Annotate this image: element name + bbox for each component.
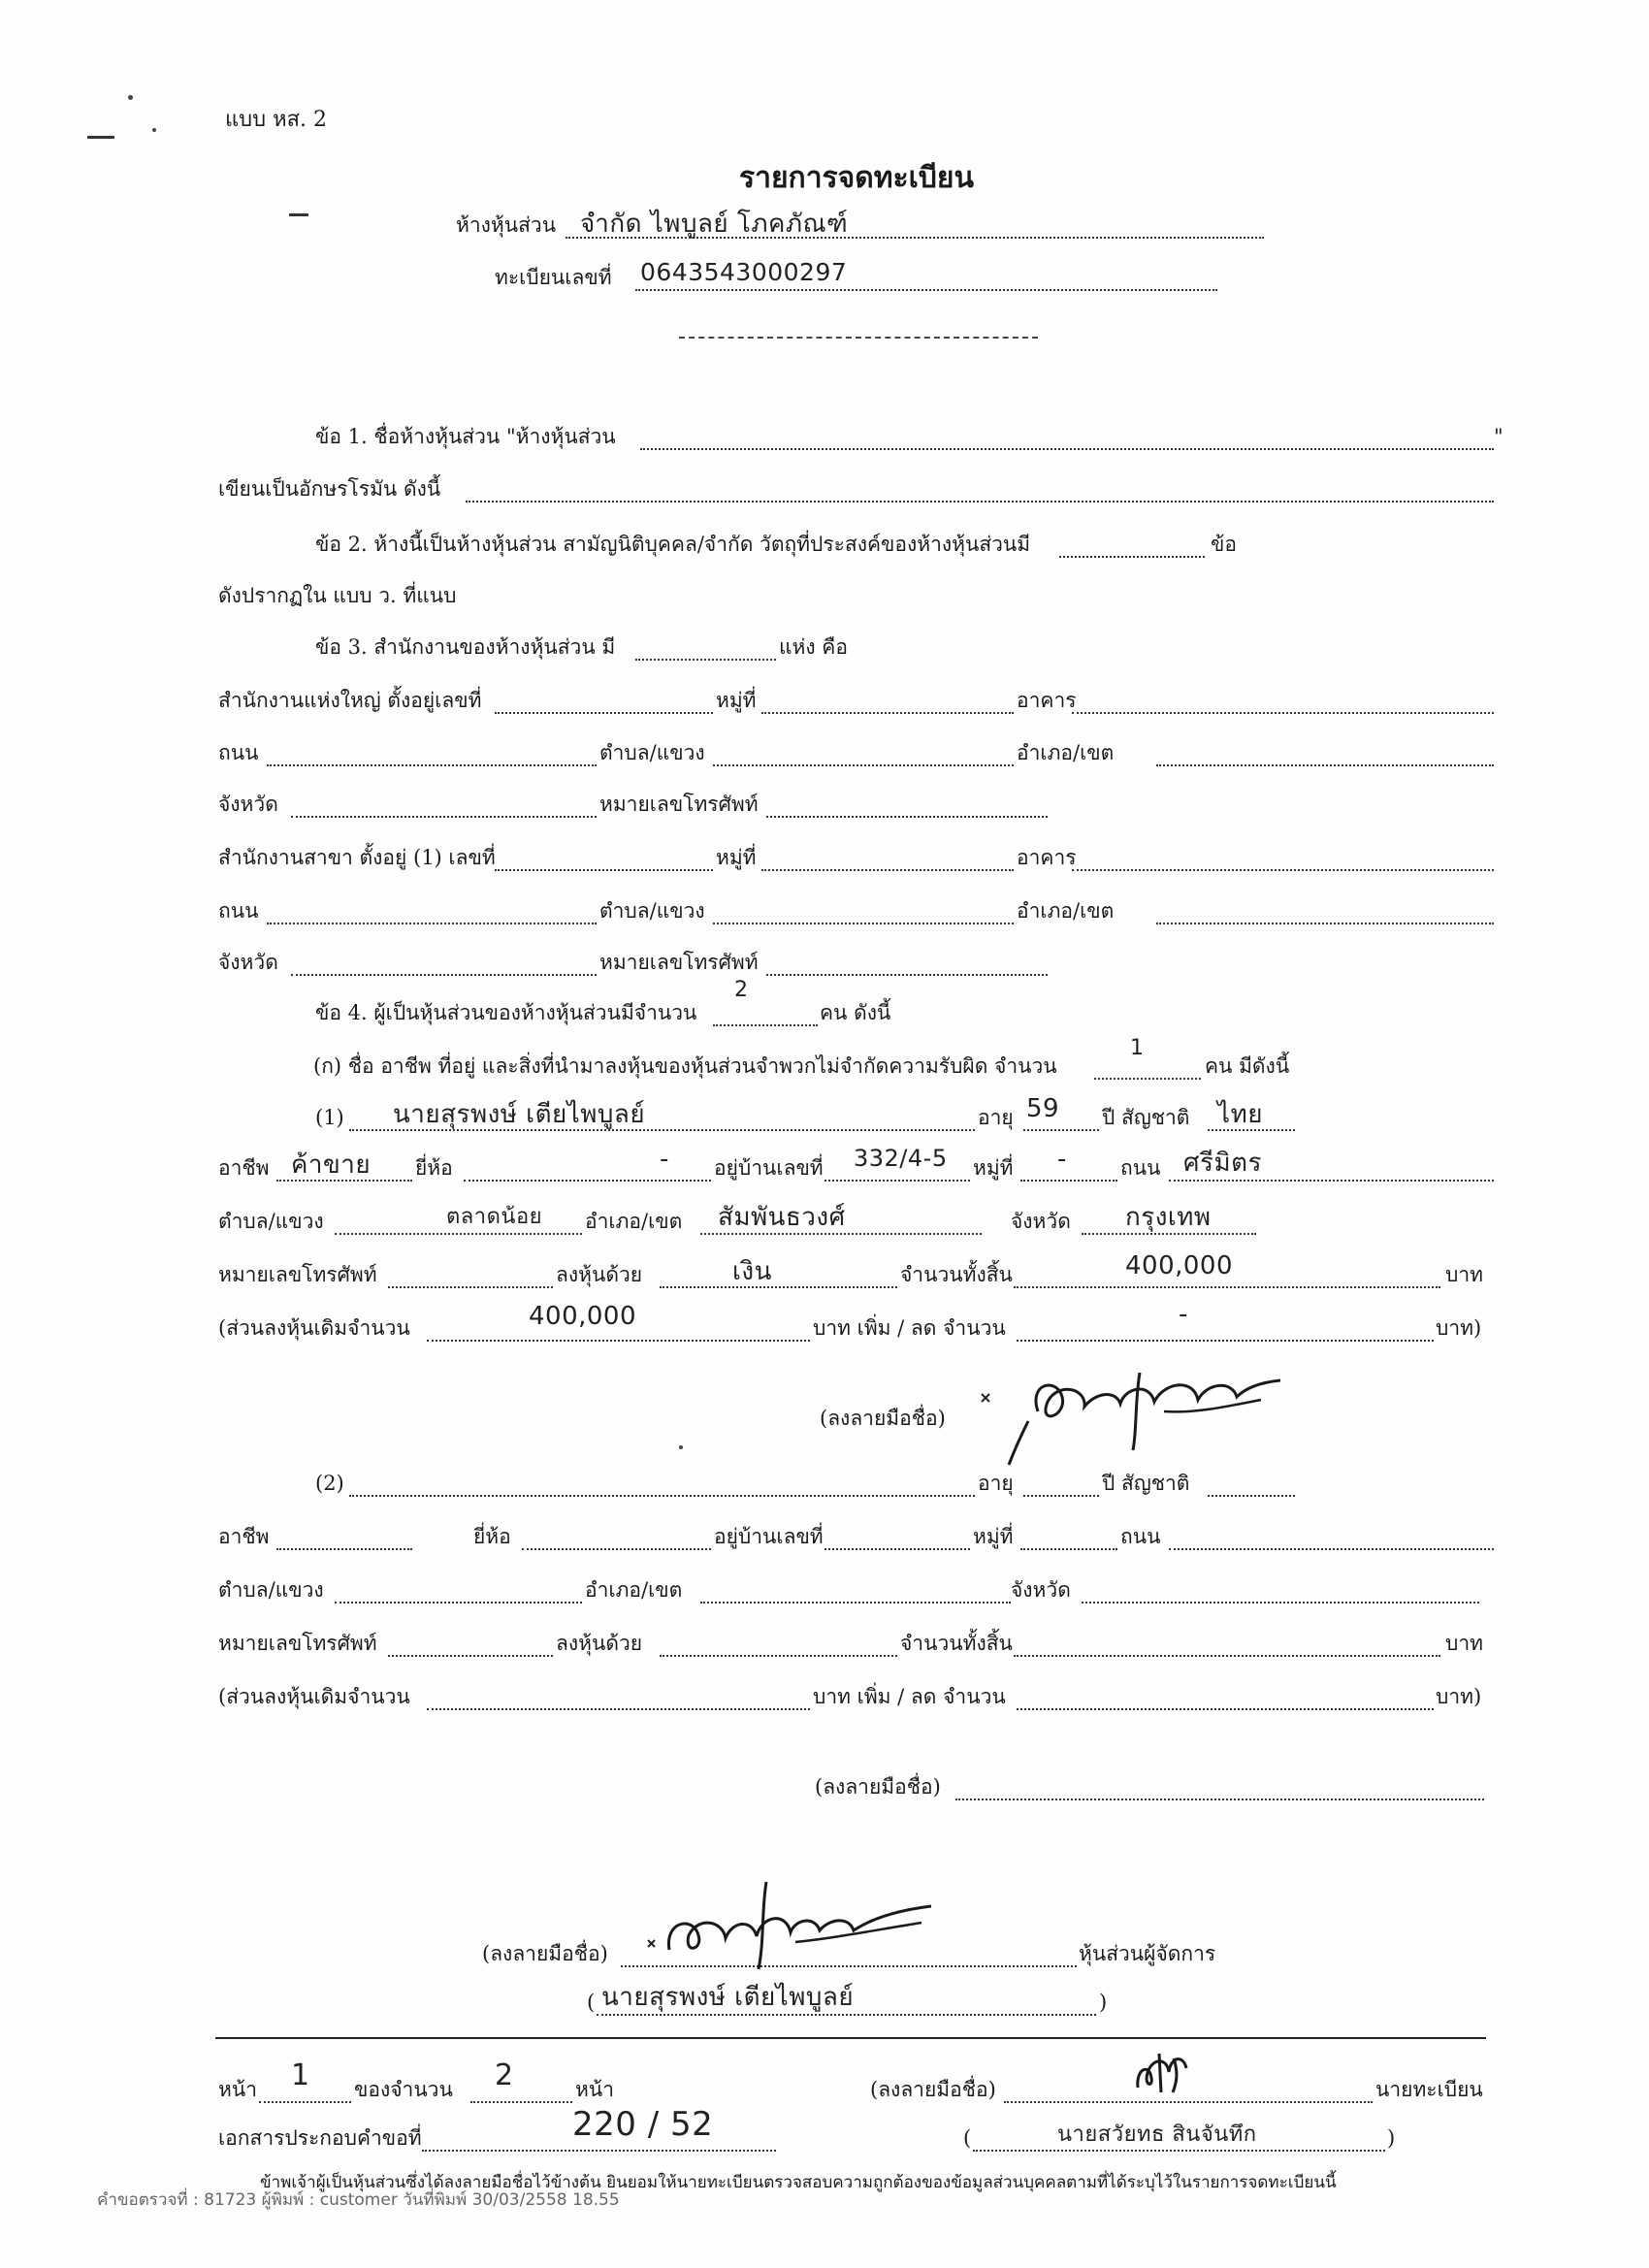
hq-no-dots bbox=[495, 712, 713, 714]
p1-brand-label: ยี่ห้อ bbox=[415, 1156, 453, 1180]
clause4-end: คน ดังนี้ bbox=[820, 1001, 891, 1024]
branch-moo: หมู่ที่ bbox=[716, 846, 757, 869]
p1-district-value: สัมพันธวงศ์ bbox=[718, 1203, 846, 1232]
p1-no: (1) bbox=[315, 1106, 344, 1129]
p1-moo-label: หมู่ที่ bbox=[973, 1156, 1014, 1180]
p1-moo-dots bbox=[1020, 1180, 1117, 1182]
clause1-line2-dots bbox=[466, 501, 1494, 502]
scan-speck bbox=[679, 1445, 683, 1449]
p2-phone-dots bbox=[388, 1655, 553, 1657]
p1-change-label: บาท เพิ่ม / ลด จำนวน bbox=[813, 1316, 1006, 1340]
p1-total-label: จำนวนทั้งสิ้น bbox=[900, 1263, 1013, 1286]
p2-subdistrict-dots bbox=[335, 1602, 582, 1604]
clause2-end: ข้อ bbox=[1211, 533, 1237, 556]
p1-phone-label: หมายเลขโทรศัพท์ bbox=[218, 1263, 377, 1286]
doc-label: เอกสารประกอบคำขอที่ bbox=[218, 2126, 422, 2150]
p2-sign-label: (ลงลายมือชื่อ) bbox=[815, 1775, 941, 1798]
p1-phone-dots bbox=[388, 1286, 553, 1288]
manager-open-paren: ( bbox=[587, 1991, 596, 2014]
branch-road-dots bbox=[267, 923, 597, 924]
p1-name-value: นายสุรพงษ์ เตียไพบูลย์ bbox=[393, 1100, 646, 1129]
clause3-line1: ข้อ 3. สำนักงานของห้างหุ้นส่วน มี bbox=[315, 635, 616, 659]
p2-orig-label: (ส่วนลงหุ้นเดิมจำนวน bbox=[218, 1685, 410, 1708]
hq-road: ถนน bbox=[218, 741, 259, 764]
branch-phone: หมายเลขโทรศัพท์ bbox=[599, 951, 759, 974]
p2-brand-dots bbox=[522, 1548, 711, 1550]
hq-label: สำนักงานแห่งใหญ่ ตั้งอยู่เลขที่ bbox=[218, 689, 482, 712]
p2-moo-label: หมู่ที่ bbox=[973, 1525, 1014, 1548]
p1-occupation-label: อาชีพ bbox=[218, 1156, 270, 1180]
clause4a-count-dots bbox=[1094, 1078, 1201, 1080]
registrar-signature bbox=[1130, 2049, 1198, 2097]
p1-change-value: - bbox=[1179, 1300, 1188, 1329]
p2-no: (2) bbox=[315, 1472, 344, 1495]
branch-building: อาคาร bbox=[1017, 846, 1077, 869]
form-code: แบบ หส. 2 bbox=[225, 108, 328, 132]
clause1-close-quote: " bbox=[1494, 425, 1504, 448]
p1-age-dots bbox=[1023, 1129, 1099, 1131]
p2-district-dots bbox=[700, 1602, 1011, 1604]
p2-occupation-label: อาชีพ bbox=[218, 1525, 270, 1548]
of-label: ของจำนวน bbox=[354, 2078, 453, 2101]
p1-road-label: ถนน bbox=[1120, 1156, 1161, 1180]
hq-phone: หมายเลขโทรศัพท์ bbox=[599, 793, 759, 816]
p2-nationality-dots bbox=[1208, 1495, 1295, 1497]
scan-mark bbox=[289, 213, 308, 216]
p2-district-label: อำเภอ/เขต bbox=[585, 1578, 683, 1602]
p1-orig-dots bbox=[427, 1340, 810, 1342]
p1-road-value: ศรีมิตร bbox=[1183, 1149, 1262, 1178]
p1-baht-close: บาท) bbox=[1436, 1316, 1482, 1340]
p2-phone-label: หมายเลขโทรศัพท์ bbox=[218, 1632, 377, 1655]
clause2-line1: ข้อ 2. ห้างนี้เป็นห้างหุ้นส่วน สามัญนิติบุคคล/จำกัด วัตถุที่ประสงค์ของห้างหุ้นส่วนมี bbox=[315, 533, 1031, 556]
p1-orig-value: 400,000 bbox=[529, 1302, 637, 1331]
p1-sign-label: (ลงลายมือชื่อ) bbox=[820, 1407, 946, 1430]
hq-building-dots bbox=[1072, 712, 1494, 714]
p1-brand-value: - bbox=[660, 1145, 669, 1174]
clause2-dots bbox=[1059, 556, 1205, 558]
p2-change-dots bbox=[1017, 1708, 1434, 1710]
p1-change-dots bbox=[1017, 1340, 1434, 1342]
hq-moo: หมู่ที่ bbox=[716, 689, 757, 712]
p1-invest-dots bbox=[660, 1286, 897, 1288]
registrar-sign-label: (ลงลายมือชื่อ) bbox=[870, 2078, 996, 2101]
p2-occupation-dots bbox=[276, 1548, 412, 1550]
p2-nationality-label: ปี สัญชาติ bbox=[1102, 1472, 1190, 1495]
clause3-end: แห่ง คือ bbox=[779, 635, 848, 659]
p1-age-value: 59 bbox=[1026, 1094, 1060, 1123]
reg-no-value: 0643543000297 bbox=[640, 258, 848, 286]
partner-count-value: 2 bbox=[734, 978, 749, 1002]
of-total-dots bbox=[470, 2101, 572, 2103]
scan-speck bbox=[152, 128, 156, 132]
partnership-name-value: จำกัด ไพบูลย์ โภคภัณฑ์ bbox=[580, 210, 849, 239]
branch-subdistrict-dots bbox=[713, 923, 1014, 924]
manager-sign-label: (ลงลายมือชื่อ) bbox=[482, 1942, 608, 1965]
clause4a-count-value: 1 bbox=[1130, 1036, 1145, 1060]
clause1-line2: เขียนเป็นอักษรโรมัน ดังนี้ bbox=[218, 477, 441, 501]
page-no-value: 1 bbox=[291, 2058, 310, 2092]
scan-mark bbox=[87, 136, 114, 139]
p1-subdistrict-label: ตำบล/แขวง bbox=[218, 1210, 324, 1233]
registrar-name-value: นายสวัยทธ สินจันทึก bbox=[1057, 2122, 1257, 2147]
hq-subdistrict: ตำบล/แขวง bbox=[599, 741, 705, 764]
branch-building-dots bbox=[1072, 869, 1494, 871]
p1-brand-dots bbox=[464, 1180, 711, 1182]
p1-orig-label: (ส่วนลงหุ้นเดิมจำนวน bbox=[218, 1316, 410, 1340]
p2-road-label: ถนน bbox=[1120, 1525, 1161, 1548]
hq-district-dots bbox=[1156, 764, 1494, 766]
document-title: รายการจดทะเบียน bbox=[739, 161, 974, 195]
registrar-close-paren: ) bbox=[1387, 2126, 1396, 2150]
branch-district: อำเภอ/เขต bbox=[1017, 899, 1115, 923]
registrar-open-paren: ( bbox=[963, 2126, 972, 2150]
p2-total-label: จำนวนทั้งสิ้น bbox=[900, 1632, 1013, 1655]
p1-invest-value: เงิน bbox=[732, 1257, 772, 1286]
hq-district: อำเภอ/เขต bbox=[1017, 741, 1115, 764]
p1-baht-label: บาท bbox=[1445, 1263, 1483, 1286]
page-label: หน้า bbox=[218, 2078, 257, 2101]
hq-building: อาคาร bbox=[1017, 689, 1077, 712]
branch-moo-dots bbox=[761, 869, 1014, 871]
hq-road-dots bbox=[267, 764, 597, 766]
p1-house-value: 332/4-5 bbox=[854, 1145, 948, 1172]
manager-signature bbox=[640, 1872, 970, 1979]
p2-invest-dots bbox=[660, 1655, 897, 1657]
p2-age-label: อายุ bbox=[978, 1472, 1014, 1495]
p2-baht-label: บาท bbox=[1445, 1632, 1483, 1655]
p1-house-label: อยู่บ้านเลขที่ bbox=[714, 1156, 824, 1180]
clause4a-end: คน มีดังนี้ bbox=[1205, 1054, 1290, 1078]
partnership-label: ห้างหุ้นส่วน bbox=[456, 213, 557, 237]
p2-age-dots bbox=[1023, 1495, 1099, 1497]
p1-house-dots bbox=[824, 1180, 970, 1182]
hq-subdistrict-dots bbox=[713, 764, 1014, 766]
print-watermark: คำขอตรวจที่ : 81723 ผู้พิมพ์ : customer วันที่พิมพ์ 30/03/2558 18.55 bbox=[97, 2190, 620, 2210]
clause2-line2: ดังปรากฏใน แบบ ว. ที่แนบ bbox=[218, 584, 457, 607]
consent-text: ข้าพเจ้าผู้เป็นหุ้นส่วนซึ่งได้ลงลายมือชื่อไว้ข้างต้น ยินยอมให้นายทะเบียนตรวจสอบความถูกต้องของข้อมูลส่วนบุคคลตามที่ได้ระบุไว้ในรายการจดทะเบียนนี้ bbox=[260, 2173, 1337, 2192]
hq-province: จังหวัด bbox=[218, 793, 278, 816]
p2-orig-dots bbox=[427, 1708, 810, 1710]
p2-moo-dots bbox=[1020, 1548, 1117, 1550]
p2-baht-close: บาท) bbox=[1436, 1685, 1482, 1708]
hq-province-dots bbox=[291, 816, 597, 818]
clause4-count-dots bbox=[713, 1024, 818, 1026]
footer-divider bbox=[215, 2037, 1486, 2039]
header-divider bbox=[679, 337, 1038, 339]
of-total-value: 2 bbox=[495, 2058, 514, 2092]
p1-moo-value: - bbox=[1057, 1145, 1067, 1174]
p2-house-dots bbox=[824, 1548, 970, 1550]
p1-province-label: จังหวัด bbox=[1011, 1210, 1071, 1233]
branch-province: จังหวัด bbox=[218, 951, 278, 974]
p2-total-dots bbox=[1014, 1655, 1440, 1657]
hq-phone-dots bbox=[766, 816, 1048, 818]
branch-province-dots bbox=[291, 974, 597, 976]
branch-subdistrict: ตำบล/แขวง bbox=[599, 899, 705, 923]
p1-occupation-value: ค้าขาย bbox=[291, 1150, 372, 1180]
branch-road: ถนน bbox=[218, 899, 259, 923]
branch-label: สำนักงานสาขา ตั้งอยู่ (1) เลขที่ bbox=[218, 846, 496, 869]
p1-province-value: กรุงเทพ bbox=[1125, 1203, 1212, 1232]
reg-no-line bbox=[635, 289, 1217, 291]
clause4-line1: ข้อ 4. ผู้เป็นหุ้นส่วนของห้างหุ้นส่วนมีจำนวน bbox=[315, 1001, 697, 1024]
manager-close-paren: ) bbox=[1099, 1991, 1108, 2014]
p2-house-label: อยู่บ้านเลขที่ bbox=[714, 1525, 824, 1548]
p2-invest-label: ลงหุ้นด้วย bbox=[556, 1632, 643, 1655]
p2-brand-label: ยี่ห้อ bbox=[473, 1525, 511, 1548]
branch-no-dots bbox=[495, 869, 713, 871]
p2-province-label: จังหวัด bbox=[1011, 1578, 1071, 1602]
p2-change-label: บาท เพิ่ม / ลด จำนวน bbox=[813, 1685, 1006, 1708]
p2-province-dots bbox=[1082, 1602, 1479, 1604]
hq-moo-dots bbox=[761, 712, 1014, 714]
doc-no-dots bbox=[422, 2150, 776, 2152]
p1-age-label: อายุ bbox=[978, 1106, 1014, 1129]
reg-no-label: ทะเบียนเลขที่ bbox=[495, 266, 612, 289]
manager-name-value: นายสุรพงษ์ เตียไพบูลย์ bbox=[601, 1983, 855, 2012]
doc-no-value: 220 / 52 bbox=[572, 2105, 714, 2144]
clause4a-line: (ก) ชื่อ อาชีพ ที่อยู่ และสิ่งที่นำมาลงหุ้นของหุ้นส่วนจำพวกไม่จำกัดความรับผิด จำนวน bbox=[313, 1054, 1057, 1078]
p1-subdistrict-value: ตลาดน้อย bbox=[446, 1205, 543, 1229]
p2-subdistrict-label: ตำบล/แขวง bbox=[218, 1578, 324, 1602]
p2-sign-dots bbox=[955, 1798, 1484, 1800]
p1-nationality-value: ไทย bbox=[1217, 1100, 1263, 1129]
p1-nationality-label: ปี สัญชาติ bbox=[1102, 1106, 1190, 1129]
manager-role: หุ้นส่วนผู้จัดการ bbox=[1079, 1942, 1216, 1965]
p1-total-value: 400,000 bbox=[1125, 1251, 1234, 1280]
p1-invest-label: ลงหุ้นด้วย bbox=[556, 1263, 643, 1286]
p1-signature bbox=[970, 1344, 1319, 1470]
p1-total-dots bbox=[1014, 1286, 1440, 1288]
clause1-line1-dots bbox=[640, 448, 1494, 450]
p1-subdistrict-dots bbox=[335, 1233, 582, 1235]
clause1-line1: ข้อ 1. ชื่อห้างหุ้นส่วน "ห้างหุ้นส่วน bbox=[315, 425, 616, 448]
p2-name-dots bbox=[349, 1495, 975, 1497]
branch-phone-dots bbox=[766, 974, 1048, 976]
p1-district-label: อำเภอ/เขต bbox=[585, 1210, 683, 1233]
p2-road-dots bbox=[1169, 1548, 1494, 1550]
registrar-role: นายทะเบียน bbox=[1375, 2078, 1483, 2101]
page-no-dots bbox=[259, 2101, 351, 2103]
scan-speck bbox=[128, 95, 133, 100]
branch-district-dots bbox=[1156, 923, 1494, 924]
page-suffix: หน้า bbox=[575, 2078, 614, 2101]
clause3-count-dots bbox=[635, 659, 776, 661]
registrar-sign-dots bbox=[1004, 2101, 1373, 2103]
